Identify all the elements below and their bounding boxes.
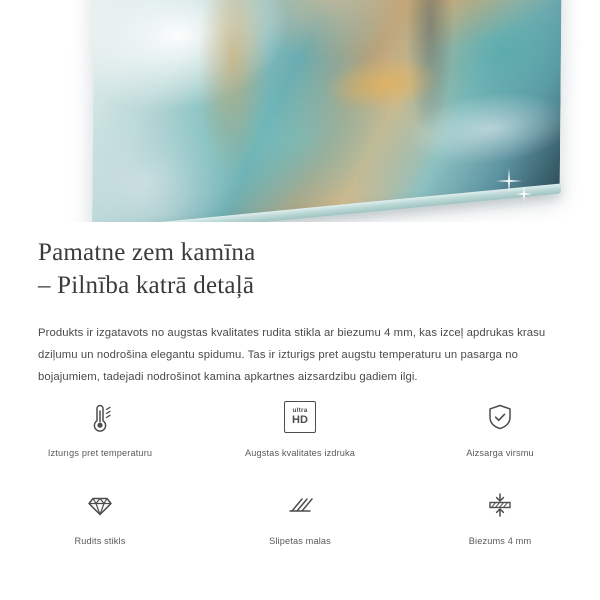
page-title — [0, 222, 600, 302]
feature-label: Slipetas malas — [269, 536, 331, 546]
feature-label: Aizsarga virsmu — [466, 448, 534, 458]
feature-label: Augstas kvalitates izdruka — [244, 448, 356, 458]
feature-item-polished-edges — [200, 473, 400, 561]
feature-label: Izturıgs pret temperaturu — [47, 448, 153, 458]
feature-grid — [0, 385, 600, 561]
ultra-hd-badge-bottom: HD — [292, 414, 308, 427]
feature-item-thickness — [400, 473, 600, 561]
diagonal-lines-icon — [280, 483, 320, 527]
feature-label: Rudits stikls — [74, 536, 126, 546]
feature-label: Biezums 4 mm — [468, 536, 532, 546]
diamond-icon — [80, 483, 120, 527]
feature-item-surface-protection — [400, 385, 600, 473]
hero-image — [0, 0, 600, 222]
headline-line-1: Pamatne zem kamīna — [38, 239, 256, 266]
shield-check-icon — [480, 395, 520, 439]
thickness-arrows-icon — [480, 483, 520, 527]
thermometer-icon — [80, 395, 120, 439]
feature-item-temperature — [0, 385, 200, 473]
marble-glass-panel-photo — [92, 0, 562, 222]
headline-line-2: – Pilnība katrā detaļā — [38, 272, 255, 299]
ultra-hd-badge-top: ultra — [292, 406, 308, 414]
description-paragraph: Produkts ir izgatavots no augstas kvalitates rudita stikla ar biezumu 4 mm, kas izceļ apdrukas krasu dziļumu un nodrošina elegantu spidumu. Tas ir izturigs pret augstu temperaturu un pasarga no bojajumiem, tadejadi nodrošinot kamina apkartnes aizsardzibu gadiem ilgi. — [38, 327, 546, 383]
feature-item-print-quality — [200, 385, 400, 473]
content-block — [0, 222, 600, 388]
ultra-hd-icon — [284, 395, 316, 439]
feature-item-tempered-glass — [0, 473, 200, 561]
